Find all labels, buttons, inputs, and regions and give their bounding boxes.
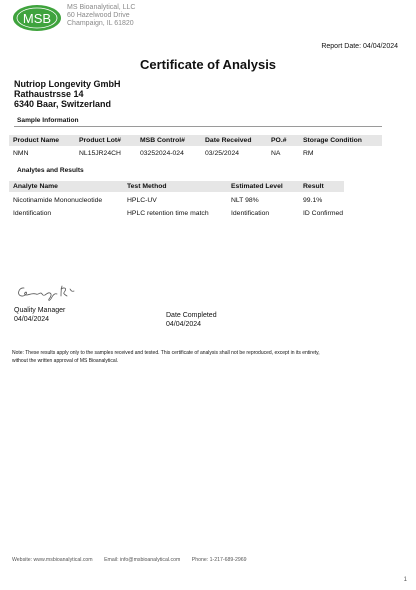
note-line: Note: These results apply only to the samples received and tested. This certificate of analysis shall not be reproduced, except in its entirety, [12, 350, 320, 356]
column-header: Date Received [205, 137, 252, 144]
table-cell: Identification [231, 210, 270, 217]
quality-manager-block [14, 306, 65, 324]
column-header: Test Method [127, 183, 167, 190]
msb-logo [12, 4, 62, 32]
company-street: 60 Hazelwood Drive [67, 12, 130, 19]
sample-information-heading: Sample Information [14, 115, 382, 127]
signature-date: 04/04/2024 [14, 316, 50, 323]
column-header: Analyte Name [13, 183, 58, 190]
page-title: Certificate of Analysis [139, 57, 277, 72]
report-date: Report Date: 04/04/2024 [321, 43, 398, 50]
column-header: Product Lot# [79, 137, 121, 144]
column-header: Storage Condition [303, 137, 362, 144]
table-cell: HPLC-UV [127, 197, 157, 204]
analytes-table-header [9, 181, 344, 192]
table-cell: Nicotinamide Mononucleotide [13, 197, 103, 204]
table-cell: ID Confirmed [303, 210, 344, 217]
date-completed-label: Date Completed [166, 312, 217, 319]
signatory-role: Quality Manager [14, 307, 66, 314]
company-address [67, 4, 135, 28]
client-city: 6340 Baar, Switzerland [14, 99, 112, 109]
footer-email: Email: info@msbioanalytical.com [104, 557, 181, 563]
table-cell: 03252024-024 [140, 150, 184, 157]
table-cell: NA [271, 150, 281, 157]
client-block [14, 79, 121, 109]
disclaimer-note [12, 349, 397, 365]
date-completed-block [166, 311, 217, 329]
table-cell: NLT 98% [231, 197, 259, 204]
company-name: MS Bioanalytical, LLC [67, 4, 136, 11]
analytes-results-heading: Analytes and Results [17, 167, 84, 174]
logo-text: MSB [22, 11, 52, 26]
column-header: PO.# [271, 137, 287, 144]
client-name: Nutriop Longevity GmbH [14, 79, 121, 89]
table-cell: Identification [13, 210, 52, 217]
column-header: MSB Control# [140, 137, 185, 144]
page-number: 1 [403, 577, 407, 583]
table-cell: RM [303, 150, 314, 157]
column-header: Estimated Level [231, 183, 283, 190]
column-header: Product Name [13, 137, 60, 144]
page-footer [12, 557, 257, 563]
signature-image [14, 283, 78, 303]
footer-phone: Phone: 1-217-689-2969 [191, 557, 247, 563]
table-cell: NMN [13, 150, 29, 157]
note-line: without the written approval of MS Bioanalytical. [12, 358, 119, 364]
table-cell: 03/25/2024 [205, 150, 240, 157]
column-header: Result [303, 183, 324, 190]
client-street: Rathaustrsse 14 [14, 89, 84, 99]
footer-website: Website: www.msbioanalytical.com [12, 557, 93, 563]
company-city: Champaign, IL 61820 [67, 20, 134, 27]
date-completed-value: 04/04/2024 [166, 321, 202, 328]
table-cell: NL15JR24CH [79, 150, 121, 157]
table-cell: HPLC retention time match [127, 210, 209, 217]
table-cell: 99.1% [303, 197, 323, 204]
